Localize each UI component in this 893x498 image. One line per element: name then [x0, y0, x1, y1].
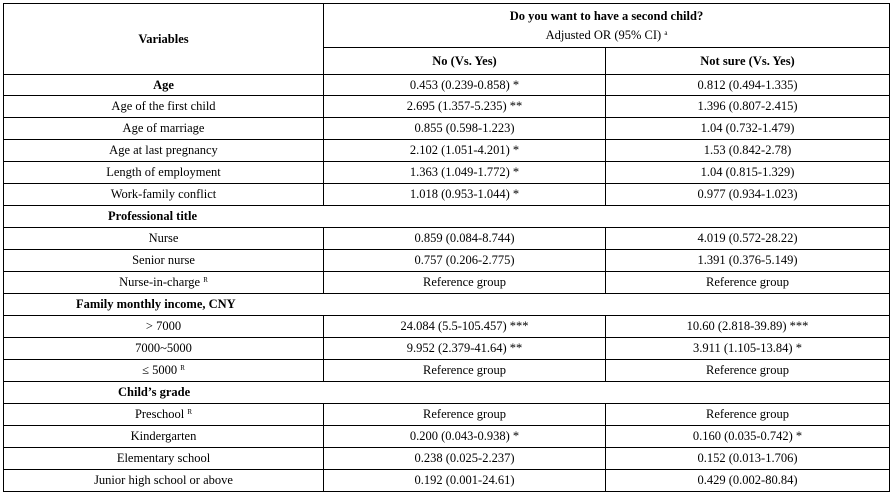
table-row [4, 162, 890, 184]
row-label [4, 404, 324, 426]
row-notsure-value: 0.429 (0.002-80.84) [606, 470, 890, 492]
row-notsure-value: 1.04 (0.815-1.329) [606, 162, 890, 184]
row-notsure-value: 4.019 (0.572-28.22) [606, 228, 890, 250]
table-row [4, 338, 890, 360]
row-label-text: Senior nurse [132, 253, 195, 267]
row-notsure-value: Reference group [606, 404, 890, 426]
row-label-text: Preschool [134, 407, 185, 421]
row-label [4, 272, 324, 294]
reference-marker: R [203, 276, 208, 284]
question-header [324, 4, 890, 48]
row-notsure-value: 0.160 (0.035-0.742) * [606, 426, 890, 448]
row-no-value: 0.238 (0.025-2.237) [324, 448, 606, 470]
section-row [4, 382, 890, 404]
or-subtitle-text: Adjusted OR (95% CI) [545, 27, 662, 42]
row-no-value: 0.859 (0.084-8.744) [324, 228, 606, 250]
row-label-text: > 7000 [145, 319, 182, 333]
row-label [4, 426, 324, 448]
or-subtitle [328, 26, 885, 45]
row-notsure-value: Reference group [606, 360, 890, 382]
row-label [4, 316, 324, 338]
row-notsure-value: 1.391 (0.376-5.149) [606, 250, 890, 272]
row-no-value: Reference group [324, 404, 606, 426]
section-title-grade: Child’s grade [4, 382, 890, 404]
row-no-value: 0.200 (0.043-0.938) * [324, 426, 606, 448]
row-label-text: Nurse [148, 231, 179, 245]
row-label [4, 250, 324, 272]
row-label: Length of employment [4, 162, 324, 184]
table-row [4, 404, 890, 426]
table-row [4, 96, 890, 118]
row-no-value: 0.855 (0.598-1.223) [324, 118, 606, 140]
row-no-value: 0.192 (0.001-24.61) [324, 470, 606, 492]
table-row [4, 184, 890, 206]
table-row [4, 426, 890, 448]
table-row [4, 448, 890, 470]
row-notsure-value: 0.152 (0.013-1.706) [606, 448, 890, 470]
row-label-text: Junior high school or above [94, 473, 233, 487]
variables-header: Variables [4, 4, 324, 75]
row-no-value: 24.084 (5.5-105.457) *** [324, 316, 606, 338]
row-no-value: Reference group [324, 360, 606, 382]
row-notsure-value: 3.911 (1.105-13.84) * [606, 338, 890, 360]
row-label: Age of marriage [4, 118, 324, 140]
col-no-header: No (Vs. Yes) [324, 48, 606, 75]
table-row [4, 75, 890, 96]
row-no-value: 2.102 (1.051-4.201) * [324, 140, 606, 162]
table-row [4, 250, 890, 272]
table-row [4, 140, 890, 162]
row-notsure-value: 0.977 (0.934-1.023) [606, 184, 890, 206]
row-no-value: Reference group [324, 272, 606, 294]
row-label [4, 360, 324, 382]
row-label [4, 228, 324, 250]
col-notsure-header: Not sure (Vs. Yes) [606, 48, 890, 75]
table-row [4, 272, 890, 294]
row-label: Age of the first child [4, 96, 324, 118]
row-label-text: 7000~5000 [135, 341, 192, 355]
row-label [4, 448, 324, 470]
or-subtitle-sup: a [664, 28, 668, 37]
row-label-text: Kindergarten [130, 429, 197, 443]
row-notsure-value: 1.396 (0.807-2.415) [606, 96, 890, 118]
row-label: Age at last pregnancy [4, 140, 324, 162]
table-row [4, 470, 890, 492]
table-row [4, 118, 890, 140]
row-no-value: 1.018 (0.953-1.044) * [324, 184, 606, 206]
section-row [4, 294, 890, 316]
results-table [3, 3, 890, 492]
row-no-value: 0.453 (0.239-0.858) * [324, 75, 606, 96]
row-no-value: 2.695 (1.357-5.235) ** [324, 96, 606, 118]
section-title-professional: Professional title [4, 206, 890, 228]
row-no-value: 9.952 (2.379-41.64) ** [324, 338, 606, 360]
row-no-value: 1.363 (1.049-1.772) * [324, 162, 606, 184]
row-label-text: Nurse-in-charge [119, 275, 201, 289]
section-title-income: Family monthly income, CNY [4, 294, 890, 316]
table-row [4, 228, 890, 250]
row-label-text: Elementary school [116, 451, 211, 465]
reference-marker: R [187, 408, 193, 416]
row-notsure-value: 0.812 (0.494-1.335) [606, 75, 890, 96]
row-notsure-value: Reference group [606, 272, 890, 294]
row-label: Work-family conflict [4, 184, 324, 206]
row-notsure-value: 1.53 (0.842-2.78) [606, 140, 890, 162]
row-label [4, 338, 324, 360]
row-label [4, 470, 324, 492]
row-notsure-value: 1.04 (0.732-1.479) [606, 118, 890, 140]
row-no-value: 0.757 (0.206-2.775) [324, 250, 606, 272]
row-label: Age [4, 75, 324, 96]
row-label-text: ≤ 5000 [142, 363, 178, 377]
question-text: Do you want to have a second child? [509, 8, 704, 23]
table-row [4, 360, 890, 382]
row-notsure-value: 10.60 (2.818-39.89) *** [606, 316, 890, 338]
reference-marker: R [180, 364, 185, 372]
section-row [4, 206, 890, 228]
table-row [4, 316, 890, 338]
